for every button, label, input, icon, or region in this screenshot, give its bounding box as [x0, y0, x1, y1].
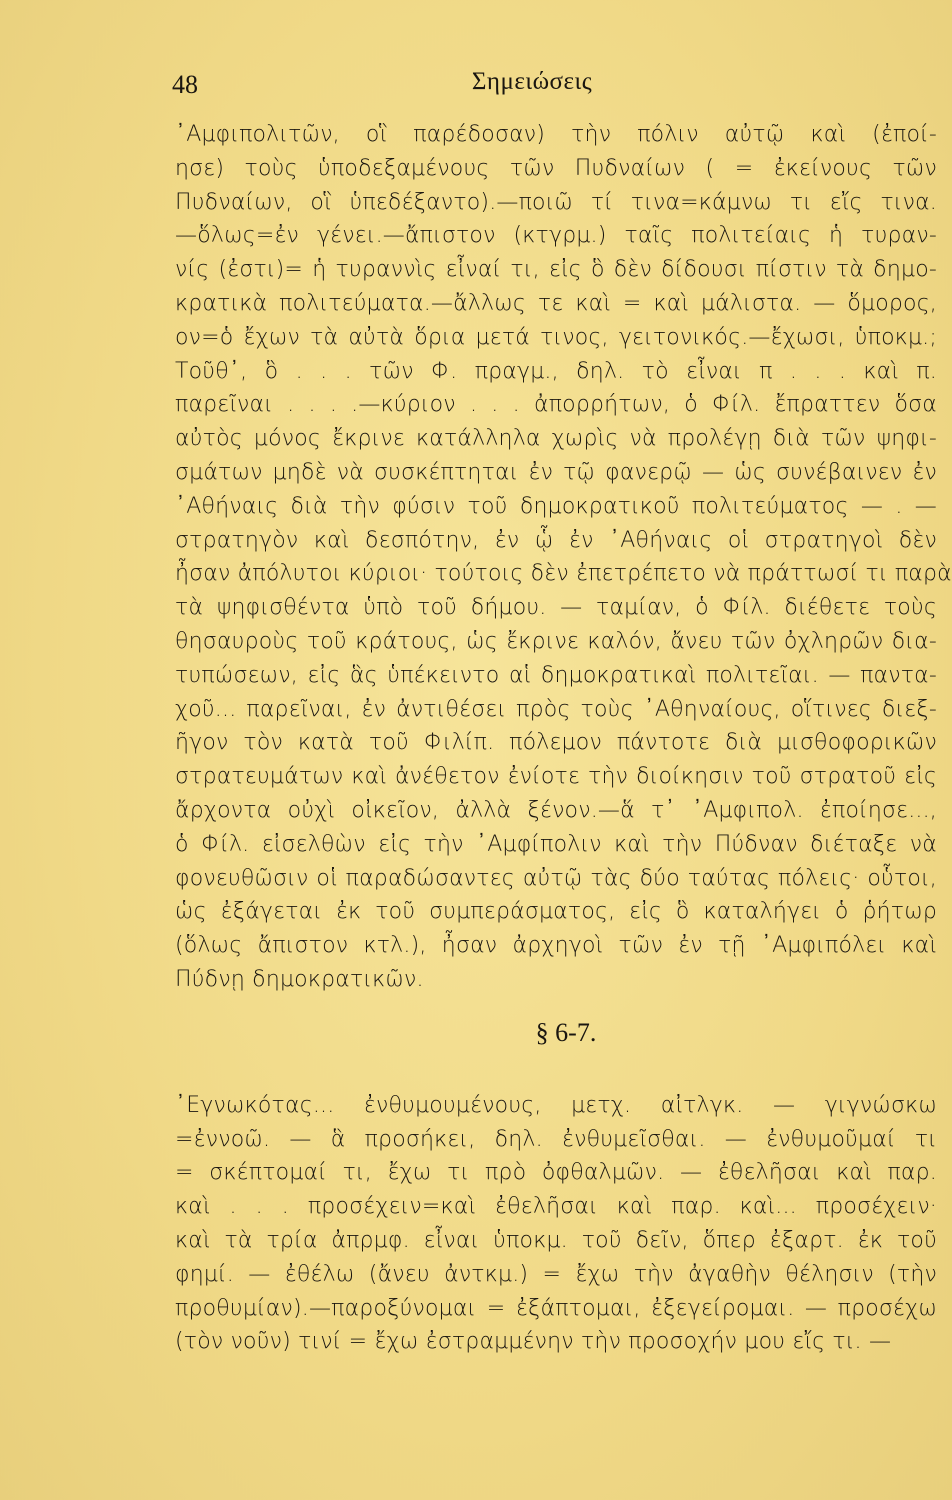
text-line: ῆγον τὸν κατὰ τοῦ Φιλίπ. πόλεμον πάντοτε διὰ μισθοφορικῶν [175, 730, 937, 756]
text-line: Πυδναίων, οἳ ὑπεδέξαντο).—ποιῶ τί τινα=κάμνω τι εἴς τινα. [175, 189, 937, 215]
text-line: κρατικὰ πολιτεύματα.—ἄλλως τε καὶ = καὶ μάλιστα. — ὅμορος, [175, 290, 937, 316]
text-line: ἄρχοντα οὐχὶ οἰκεῖον, ἀλλὰ ξένον.—ἅ τ᾽ ᾿Αμφιπολ. ἐποίησε..., [175, 797, 937, 823]
text-line: φημί. — ἐθέλω (ἄνευ ἀντκμ.) = ἔχω τὴν ἀγαθὴν θέλησιν (τὴν [175, 1261, 937, 1287]
text-line: στρατευμάτων καὶ ἀνέθετον ἐνίοτε τὴν διοίκησιν τοῦ στρατοῦ εἰς [175, 764, 937, 790]
text-line: (τὸν νοῦν) τινί = ἔχω ἐστραμμένην τὴν προσοχήν μου εἴς τι. — [175, 1329, 892, 1355]
text-line: —ὅλως=ἐν γένει.—ἄπιστον (κτγρμ.) ταῖς πολιτείαις ἡ τυραν- [175, 223, 937, 249]
text-line: παρεῖναι . . . .—κύριον . . . ἀπορρήτων, ὁ Φίλ. ἔπραττεν ὅσα [175, 392, 937, 418]
text-line: καὶ . . . προσέχειν=καὶ ἐθελῆσαι καὶ παρ. καὶ... προσέχειν· [175, 1194, 937, 1220]
text-line: νίς (ἐστι)= ἡ τυραννὶς εἶναί τι, εἰς ὃ δὲν δίδουσι πίστιν τὰ δημο- [175, 257, 937, 283]
text-line: ησε) τοὺς ὑποδεξαμένους τῶν Πυδναίων ( = ἐκείνους τῶν [175, 155, 937, 181]
text-line: Τοῦθ᾽, ὃ . . . τῶν Φ. πραγμ., δηλ. τὸ εἶναι π . . . καὶ π. [175, 358, 937, 384]
text-line: ον=ὁ ἔχων τὰ αὐτὰ ὅρια μετά τινος, γειτονικός.—ἔχωσι, ὑποκμ.; [175, 324, 937, 350]
notes-paragraph-2 [175, 1089, 937, 1359]
text-line: χοῦ... παρεῖναι, ἐν ἀντιθέσει πρὸς τοὺς ᾿Αθηναίους, οἵτινες διεξ- [175, 696, 937, 722]
text-line: (ὅλως ἄπιστον κτλ.), ἦσαν ἀρχηγοὶ τῶν ἐν τῇ ᾿Αμφιπόλει καὶ [175, 933, 937, 959]
text-line: φονευθῶσιν οἱ παραδώσαντες αὐτῷ τὰς δύο ταύτας πόλεις· οὗτοι, [175, 865, 937, 891]
text-line: αὐτὸς μόνος ἔκρινε κατάλληλα χωρὶς νὰ προλέγῃ διὰ τῶν ψηφι- [175, 426, 937, 452]
text-line: ᾿Αμφιπολιτῶν, οἳ παρέδοσαν) τὴν πόλιν αὐτῷ καὶ (ἐποί- [175, 122, 937, 147]
text-line: τὰ ψηφισθέντα ὑπὸ τοῦ δήμου. — ταμίαν, ὁ Φίλ. διέθετε τοὺς [175, 595, 937, 621]
page-number: 48 [172, 70, 198, 99]
text-line: Πύδνῃ δημοκρατικῶν. [175, 966, 424, 992]
page-header [0, 66, 952, 106]
text-line: στρατηγὸν καὶ δεσπότην, ἐν ᾧ ἐν ᾿Αθήναις οἱ στρατηγοὶ δὲν [175, 527, 937, 553]
text-line: καὶ τὰ τρία ἀπρμφ. εἶναι ὑποκμ. τοῦ δεῖν, ὅπερ ἐξαρτ. ἐκ τοῦ [175, 1227, 937, 1253]
text-line: σμάτων μηδὲ νὰ συσκέπτηται ἐν τῷ φανερῷ — ὡς συνέβαινεν ἐν [175, 459, 937, 485]
text-line: ὡς ἐξάγεται ἐκ τοῦ συμπεράσματος, εἰς ὃ καταλήγει ὁ ῥήτωρ [175, 899, 937, 925]
notes-paragraph-1 [175, 118, 952, 997]
text-line: τυπώσεων, εἰς ἃς ὑπέκειντο αἱ δημοκρατικαὶ πολιτεῖαι. — παντα- [175, 662, 937, 688]
text-line: ὁ Φίλ. εἰσελθὼν εἰς τὴν ᾿Αμφίπολιν καὶ τὴν Πύδναν διέταξε νὰ [175, 831, 937, 857]
text-line: προθυμίαν).—παροξύνομαι = ἐξάπτομαι, ἐξεγείρομαι. — προσέχω [175, 1295, 937, 1321]
text-line: ἦσαν ἀπόλυτοι κύριοι· τούτοις δὲν ἐπετρέπετο νὰ πράττωσί τι παρὰ [175, 561, 952, 587]
text-line: =ἐννοῶ. — ἃ προσήκει, δηλ. ἐνθυμεῖσθαι. — ἐνθυμοῦμαί τι [175, 1126, 937, 1152]
running-title: Σημειώσεις [471, 68, 593, 95]
text-line: = σκέπτομαί τι, ἔχω τι πρὸ ὀφθαλμῶν. — ἐθελῆσαι καὶ παρ. [175, 1160, 937, 1186]
page-body [175, 118, 952, 1359]
section-heading: § 6-7. [535, 1017, 597, 1047]
text-line: ᾿Εγνωκότας... ἐνθυμουμένους, μετχ. αἰτλγκ. — γιγνώσκω [175, 1092, 937, 1118]
text-line: θησαυροὺς τοῦ κράτους, ὡς ἔκρινε καλόν, ἄνευ τῶν ὀχληρῶν δια- [175, 628, 937, 654]
text-line: ᾿Αθήναις διὰ τὴν φύσιν τοῦ δημοκρατικοῦ πολιτεύματος — . — [175, 493, 937, 519]
